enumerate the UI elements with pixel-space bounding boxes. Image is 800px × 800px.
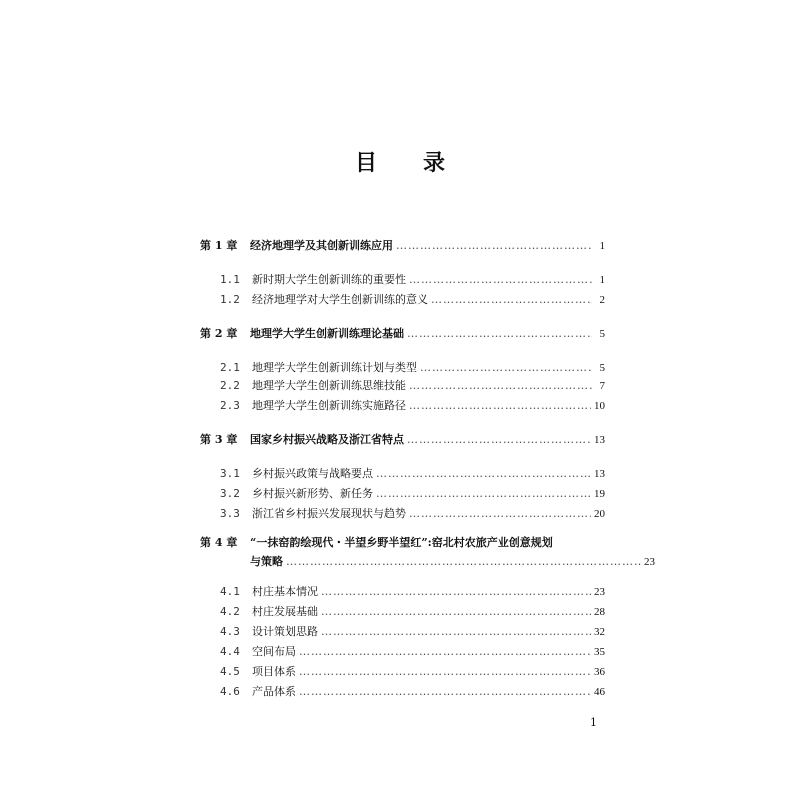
toc-entry-page: 13: [594, 468, 605, 480]
toc-entry-label: 与策略: [250, 555, 283, 568]
toc-entry-label: 设计策划思路: [252, 625, 318, 638]
toc-entry-number: 2.3: [220, 399, 240, 412]
toc-entry-number: 4.2: [220, 605, 240, 618]
toc-entry-number: 4.4: [220, 645, 240, 658]
toc-entry-page: 20: [594, 508, 605, 520]
toc-section-entry: [200, 583, 605, 601]
toc-entry-label: 地理学大学生创新训练实施路径: [252, 399, 406, 412]
toc-entry-page: 32: [594, 626, 605, 638]
dot-leader: [299, 663, 591, 681]
toc-entry-label: 地理学大学生创新训练思维技能: [252, 379, 406, 392]
toc-entry-number: 4.6: [220, 685, 240, 698]
toc-entry-page: 35: [594, 646, 605, 658]
toc-entry-page: 36: [594, 666, 605, 678]
dot-leader: [407, 431, 591, 449]
toc-chapter-entry: [200, 553, 655, 571]
dot-leader: [396, 237, 592, 255]
toc-entry-page: 13: [594, 434, 605, 446]
toc-entry-label: “一抹窑韵绘现代・半望乡野半望红”:窑北村农旅产业创意规划: [250, 536, 553, 549]
toc-section-entry: [200, 377, 605, 395]
dot-leader: [299, 643, 591, 661]
toc-entry-label: 国家乡村振兴战略及浙江省特点: [250, 433, 404, 446]
dot-leader: [409, 505, 591, 523]
toc-section-entry: [200, 397, 605, 415]
toc-entry-number: 3.1: [220, 467, 240, 480]
toc-section-entry: [200, 683, 605, 701]
toc-entry-page: 7: [599, 380, 605, 392]
toc-entry-page: 1: [599, 240, 605, 252]
toc-section-entry: [200, 291, 605, 309]
toc-entry-number: 3.2: [220, 487, 240, 500]
footer-page-number: 1: [590, 716, 597, 729]
toc-entry-number: 第 3 章: [200, 433, 238, 446]
toc-entry-label: 地理学大学生创新训练计划与类型: [252, 361, 417, 374]
toc-entry-number: 第 1 章: [200, 239, 238, 252]
title-char-1: 目: [354, 150, 377, 176]
toc-entry-page: 1: [599, 274, 605, 286]
dot-leader: [407, 325, 592, 343]
page-title: [0, 146, 800, 177]
toc-entry-number: 3.3: [220, 507, 240, 520]
toc-chapter-entry: [200, 534, 605, 552]
dot-leader: [376, 485, 591, 503]
toc-section-entry: [200, 271, 605, 289]
toc-section-entry: [200, 663, 605, 681]
toc-entry-number: 1.1: [220, 273, 240, 286]
toc-entry-number: 4.1: [220, 585, 240, 598]
toc-section-entry: [200, 465, 605, 483]
toc-entry-label: 新时期大学生创新训练的重要性: [252, 273, 406, 286]
toc-entry-number: 4.5: [220, 665, 240, 678]
toc-entry-label: 地理学大学生创新训练理论基础: [250, 327, 404, 340]
toc-entry-page: 2: [599, 294, 605, 306]
toc-entry-label: 产品体系: [252, 685, 296, 698]
dot-leader: [321, 623, 591, 641]
toc-entry-page: 46: [594, 686, 605, 698]
toc-entry-page: 19: [594, 488, 605, 500]
dot-leader: [431, 291, 592, 309]
dot-leader: [286, 553, 641, 571]
toc-entry-page: 23: [594, 586, 605, 598]
toc-entry-page: 5: [599, 328, 605, 340]
toc-entry-page: 28: [594, 606, 605, 618]
toc-entry-label: 村庄基本情况: [252, 585, 318, 598]
toc-entry-label: 经济地理学对大学生创新训练的意义: [252, 293, 428, 306]
dot-leader: [299, 683, 591, 701]
toc-entry-label: 村庄发展基础: [252, 605, 318, 618]
toc-entry-number: 第 4 章: [200, 536, 238, 549]
toc-entry-label: 项目体系: [252, 665, 296, 678]
toc-section-entry: [200, 485, 605, 503]
toc-entry-number: 2.2: [220, 379, 240, 392]
toc-entry-label: 乡村振兴政策与战略要点: [252, 467, 373, 480]
toc-entry-page: 23: [644, 556, 655, 568]
toc-entry-label: 浙江省乡村振兴发展现状与趋势: [252, 507, 406, 520]
toc-entry-label: 乡村振兴新形势、新任务: [252, 487, 373, 500]
toc-chapter-entry: [200, 237, 605, 255]
toc-section-entry: [200, 643, 605, 661]
toc-entry-number: 第 2 章: [200, 327, 238, 340]
toc-section-entry: [200, 359, 605, 377]
toc-entry-label: 经济地理学及其创新训练应用: [250, 239, 393, 252]
dot-leader: [409, 397, 591, 415]
toc-entry-number: 4.3: [220, 625, 240, 638]
dot-leader: [420, 359, 592, 377]
dot-leader: [409, 377, 592, 395]
title-char-2: 录: [423, 150, 446, 176]
dot-leader: [409, 271, 592, 289]
dot-leader: [376, 465, 591, 483]
toc-chapter-entry: [200, 325, 605, 343]
toc-entry-number: 1.2: [220, 293, 240, 306]
dot-leader: [321, 583, 591, 601]
toc-entry-page: 5: [599, 362, 605, 374]
toc-chapter-entry: [200, 431, 605, 449]
toc-entry-number: 2.1: [220, 361, 240, 374]
toc-entry-page: 10: [594, 400, 605, 412]
toc-entry-label: 空间布局: [252, 645, 296, 658]
toc-section-entry: [200, 623, 605, 641]
toc-section-entry: [200, 505, 605, 523]
toc-section-entry: [200, 603, 605, 621]
dot-leader: [321, 603, 591, 621]
